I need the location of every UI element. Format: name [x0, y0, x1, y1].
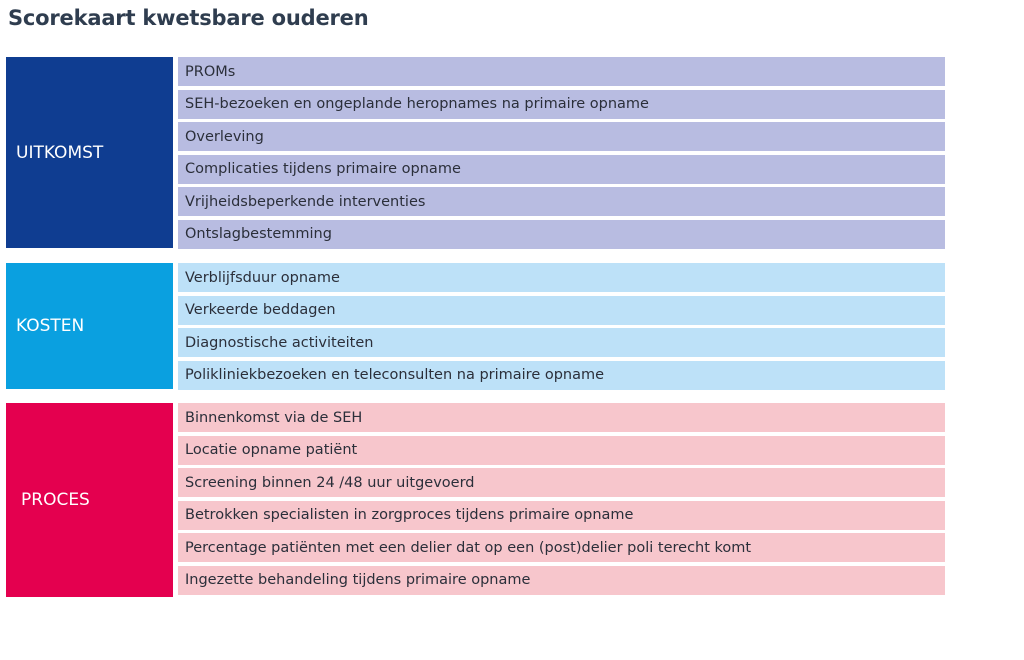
section-rows-kosten [178, 263, 945, 390]
section-rows-proces [178, 403, 945, 595]
scorecard-item: Diagnostische activiteiten [178, 328, 945, 357]
scorecard-item: SEH-bezoeken en ongeplande heropnames na primaire opname [178, 90, 945, 119]
section-proces [6, 403, 945, 597]
section-label-kosten: KOSTEN [6, 263, 173, 389]
scorecard-item: Ontslagbestemming [178, 220, 945, 249]
section-rows-uitkomst [178, 57, 945, 249]
scorecard-item: Betrokken specialisten in zorgproces tijdens primaire opname [178, 501, 945, 530]
scorecard-item: PROMs [178, 57, 945, 86]
scorecard-item: Percentage patiënten met een delier dat op een (post)delier poli terecht komt [178, 533, 945, 562]
scorecard-item: Complicaties tijdens primaire opname [178, 155, 945, 184]
scorecard-item: Polikliniekbezoeken en teleconsulten na primaire opname [178, 361, 945, 390]
scorecard-item: Screening binnen 24 /48 uur uitgevoerd [178, 468, 945, 497]
scorecard-item: Vrijheidsbeperkende interventies [178, 187, 945, 216]
scorecard-item: Verkeerde beddagen [178, 296, 945, 325]
scorecard-item: Overleving [178, 122, 945, 151]
page-title: Scorekaart kwetsbare ouderen [8, 6, 369, 30]
section-kosten [6, 263, 945, 389]
scorecard-item: Binnenkomst via de SEH [178, 403, 945, 432]
section-uitkomst [6, 57, 945, 248]
scorecard-item: Ingezette behandeling tijdens primaire opname [178, 566, 945, 595]
section-label-uitkomst: UITKOMST [6, 57, 173, 248]
scorecard-item: Verblijfsduur opname [178, 263, 945, 292]
scorecard-item: Locatie opname patiënt [178, 436, 945, 465]
section-label-proces: PROCES [6, 403, 173, 597]
